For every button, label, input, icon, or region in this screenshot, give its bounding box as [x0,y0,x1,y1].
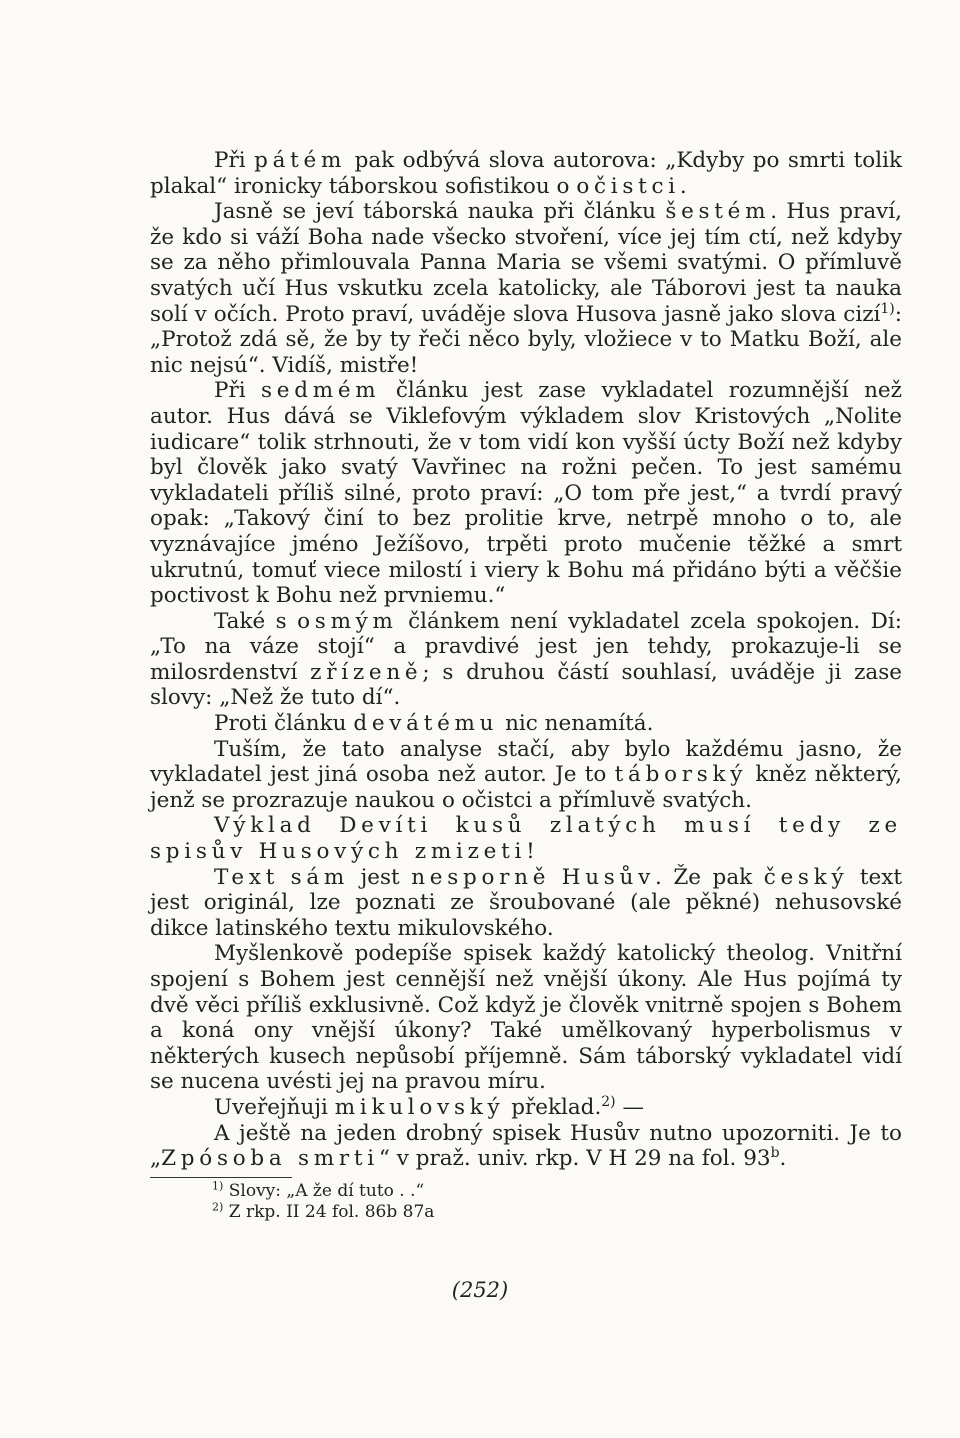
footnote-mark: 1) [212,1179,224,1193]
paragraph [150,813,902,864]
spaced-emphasis: devátému [353,711,499,737]
text-run: Tuším, že tato analyse stačí, aby bylo každému jasno, že vykladatel jest jiná osoba než autor. Je to [150,736,902,788]
paragraph [150,737,902,814]
text-run: článku jest zase vykladatel rozumnější než autor. Hus dává se Viklefovým výkladem slov Kristových „Nolite iudicare“ tolik strhnouti, že v tom vidí kon vyšší úcty Boží než kdyby byl člověk jako svatý Vavřinec na rožni pečen. To jest samému vykladateli příliš silné, proto praví: „O tom pře jest,“ a tvrdí pravý opak: „Takový činí to bez prolitie krve, netrpě mnoho o to, ale vyznávajíce jméno Ježíšovo, trpěti proto mučenie těžké a smrt ukrutnú, tomuť viece milostí i viery k Bohu má přidáno býti a věčšie poctivost k Bohu než prvniemu.“ [150,378,902,609]
text-run: Také s [214,608,298,634]
text-run: . [779,1146,787,1172]
spaced-emphasis: Výklad Devíti kusů zlatých musí tedy ze spisův Husových zmizeti! [150,813,902,865]
text-run: jest [349,864,412,890]
paragraph [150,865,902,942]
spaced-emphasis: nesporně [411,864,551,890]
footnote-rule [150,1177,292,1178]
footnote-text: Slovy: „A že dí tuto . .“ [223,1180,425,1201]
paragraph [150,148,902,199]
footnote-reference: b [770,1145,780,1161]
spaced-emphasis: pátém [254,148,347,173]
text-run: Proti článku [214,711,354,737]
text-run: nic nenamítá. [498,711,654,737]
spaced-emphasis: sedmém [261,378,381,404]
footnote [150,1202,902,1223]
text-run: . Že pak [655,864,764,890]
text-run: . Hus praví, že kdo si váží Boha nade všecko stvoření, více jej tím ctí, než kdyby se za něho přimlouvala Panna Maria se všemi svatými. O přímluvě svatých učí Hus vskutku zcela katolicky, ale Táborovi jest ta nauka solí v očích. Proto praví, uváděje slova Husova jasně jako slova cizí [150,199,902,327]
spaced-emphasis: osmým [297,608,398,634]
text-run: A ještě na jeden drobný spisek Husův nutno upozorniti. Je to „ [150,1120,902,1172]
spaced-emphasis: očistci [576,173,680,199]
footnote-mark: 2) [212,1200,224,1214]
spaced-emphasis: zřízeně [310,659,423,685]
text-run [550,865,562,890]
spaced-emphasis: Text [214,864,280,890]
paragraph [150,378,902,608]
text-run: Při [214,378,262,404]
spaced-emphasis: Zpósoba smrti [161,1146,379,1172]
page-number: (252) [451,1278,509,1302]
text-run: kněz některý, jenž se prozrazuje naukou o očistci a přímluvě svatých. [150,762,902,813]
text-run: Myšlenkově podepíše spisek každý katolický theolog. Vnitřní spojení s Bohem jest cennější než vnější úkony. Ale Hus pojímá ty dvě věci příliš exklusivně. Což když je člověk vnitrně spojen s Bohem a koná ony vnější úkony? Také umělkovaný hyperbolismus v některých kusech nepůsobí příjemně. Sám táborský vykladatel vidí se nucena uvésti jej na pravou míru. [150,941,902,1095]
paragraph [150,941,902,1095]
text-run: : „Protož zdá sě, že by ty řeči něco byly, vložiece v to Matku Boží, ale nic nejsú“. Vidíš, mistře! [150,301,902,378]
spaced-emphasis: Husův [561,864,655,890]
text-run: — [615,1094,644,1120]
paragraph [150,199,902,378]
footnote-reference: 2) [601,1093,616,1110]
spaced-emphasis: mikulovský [334,1094,505,1120]
text-run: . [679,173,687,199]
paragraph [150,711,902,737]
text-run: překlad. [504,1094,602,1120]
text-run: Při [214,148,255,173]
body-text [150,148,902,1223]
text-run: Jasně se jeví táborská nauka při článku [214,199,666,225]
text-run: ; s druhou částí souhlasí, uváděje ji zase slovy: „Než že tuto dí“. [150,659,903,711]
spaced-emphasis: šestém [665,199,771,225]
spaced-emphasis: táborský [614,762,748,788]
text-run: pak odbývá slova autorova: „Kdyby po smrti tolik plakal“ ironicky táborskou sofistikou o [150,148,902,199]
text-run [279,865,291,890]
text-run: text jest originál, lze poznati ze šroubované (ale pěkné) nehusovské dikce latinského textu mikulovského. [150,864,902,941]
paragraph [150,1121,902,1172]
paragraph [150,1095,902,1121]
spaced-emphasis: sám [290,864,350,890]
text-run: Uveřejňuji [214,1094,335,1120]
text-run: článkem není vykladatel zcela spokojen. Dí: „To na váze stojí“ a pravdivé jest jen tehdy, prokazuje-li se milosrdenství [150,608,902,685]
footnote [150,1181,902,1202]
text-run: “ v praž. univ. rkp. V H 29 na fol. 93 [378,1146,771,1172]
spaced-emphasis: český [763,864,849,890]
paragraph [150,609,902,711]
footnote-reference: 1) [880,300,895,317]
footnote-text: Z rkp. II 24 fol. 86b 87a [223,1201,435,1222]
